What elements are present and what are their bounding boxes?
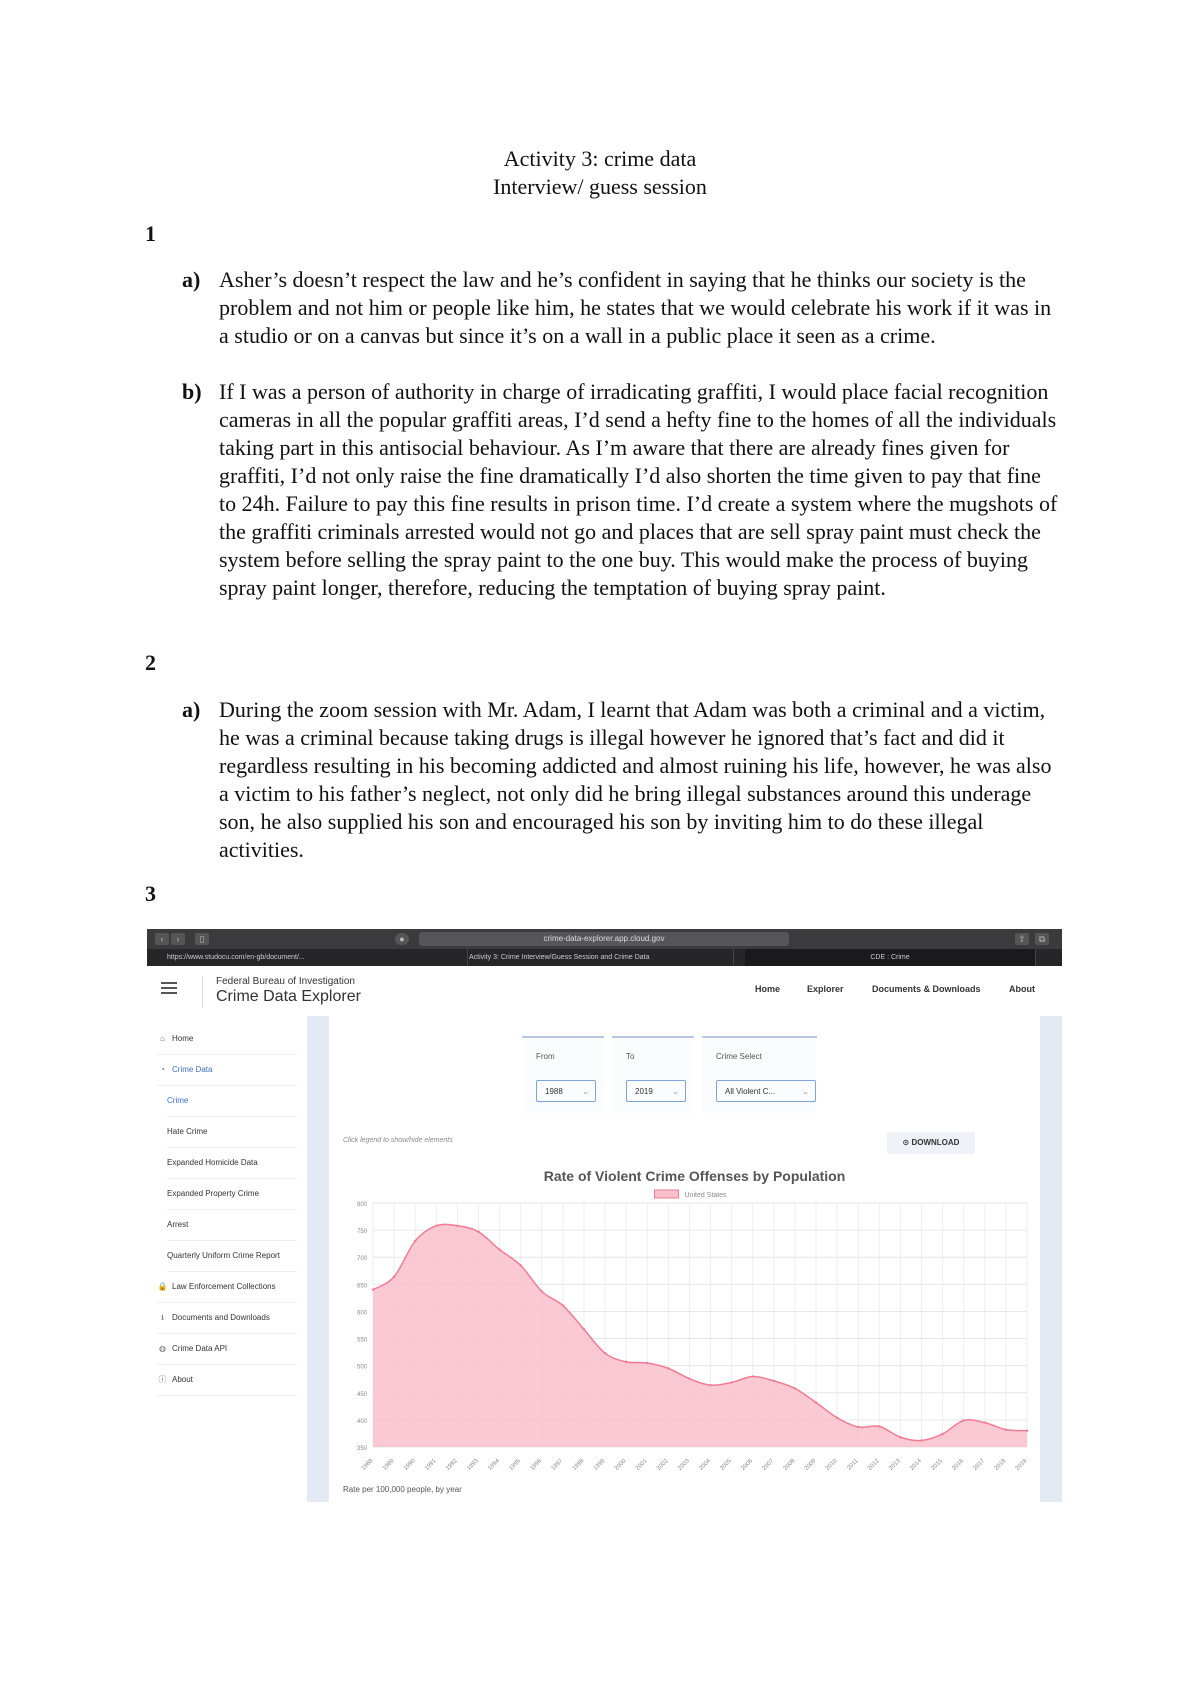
x-tick-label: 2008 (782, 1458, 797, 1472)
nav-home[interactable]: Home (755, 984, 781, 994)
section-number: 2 (145, 650, 156, 675)
data-point (435, 1225, 437, 1227)
sidebar-toggle-icon[interactable]: ▯ (195, 933, 209, 945)
y-tick-label: 600 (356, 1310, 367, 1317)
browser-tab-active[interactable]: CDE : Crime (745, 949, 1036, 966)
sidebar-item[interactable] (157, 1334, 297, 1365)
sidebar-item-label: Crime Data API (172, 1344, 228, 1353)
data-point (1026, 1430, 1028, 1432)
sidebar-item-label: Hate Crime (167, 1127, 208, 1136)
x-tick-label: 1988 (360, 1458, 375, 1472)
legend-label: United States (684, 1192, 727, 1199)
list-item (182, 266, 1062, 350)
sidebar-item[interactable] (167, 1086, 297, 1117)
x-tick-label: 1996 (529, 1458, 544, 1472)
sidebar-item-label: Crime Data (172, 1065, 213, 1074)
data-point (941, 1433, 943, 1435)
sidebar-item-label: About (172, 1375, 193, 1384)
item-text: During the zoom session with Mr. Adam, I learnt that Adam was both a criminal and a victim, he was a criminal because taking drugs is illegal however he ignored that’s fact and did it regardless resulting in his becoming addicted and almost ruining his life, however, he was also a victim to his father’s neglect, not only did he bring illegal substances around this underage son, he also supplied his son and encouraged his son by inviting him to do these illegal activities. (219, 697, 1052, 862)
data-point (372, 1289, 374, 1291)
data-point (667, 1367, 669, 1369)
data-point (878, 1425, 880, 1427)
sidebar-item-label: Expanded Property Crime (167, 1189, 260, 1198)
x-tick-label: 2012 (867, 1458, 881, 1472)
x-tick-label: 2000 (613, 1458, 628, 1472)
from-select[interactable]: 1988 ⌄ (536, 1080, 596, 1102)
x-tick-label: 1994 (487, 1458, 501, 1472)
data-point (773, 1380, 775, 1382)
x-tick-label: 2015 (930, 1458, 945, 1472)
x-tick-label: 2003 (677, 1458, 691, 1472)
data-point (625, 1361, 627, 1363)
x-tick-label: 2001 (634, 1458, 649, 1472)
to-label: To (626, 1052, 635, 1061)
sidebar-item-label: Arrest (167, 1220, 189, 1229)
x-tick-label: 1998 (571, 1458, 586, 1472)
x-tick-label: 1989 (381, 1458, 396, 1472)
x-tick-label: 1990 (402, 1458, 417, 1472)
x-tick-label: 1995 (508, 1458, 523, 1472)
y-tick-label: 500 (356, 1364, 367, 1371)
divider (202, 976, 203, 1008)
forward-button[interactable]: › (171, 933, 185, 945)
x-tick-label: 1999 (592, 1458, 607, 1472)
x-tick-label: 2004 (698, 1458, 712, 1472)
sidebar-item[interactable] (157, 1303, 297, 1334)
sidebar-item[interactable] (157, 1365, 297, 1396)
x-tick-label: 1997 (550, 1458, 565, 1472)
y-tick-label: 650 (356, 1283, 367, 1290)
series-area-united-states (373, 1224, 1027, 1447)
nav-about[interactable]: About (1009, 984, 1035, 994)
legend-swatch (655, 1190, 679, 1198)
data-point (498, 1248, 500, 1250)
sidebar-item[interactable] (167, 1179, 297, 1210)
data-point (562, 1304, 564, 1306)
page-gutter (1040, 1016, 1062, 1502)
tab-bar (147, 949, 1062, 966)
x-tick-label: 2013 (888, 1458, 902, 1472)
y-tick-label: 350 (356, 1446, 367, 1452)
data-point (752, 1375, 754, 1377)
data-point (393, 1276, 395, 1278)
data-point (541, 1290, 543, 1292)
download-icon: ⭳ (161, 1313, 164, 1322)
to-select[interactable]: 2019 ⌄ (626, 1080, 686, 1102)
x-tick-label: 2010 (824, 1458, 839, 1472)
download-button[interactable]: ⊙ DOWNLOAD (887, 1132, 975, 1154)
violent-crime-chart (329, 1161, 1040, 1502)
from-filter (522, 1036, 604, 1113)
data-point (794, 1387, 796, 1389)
section-number: 3 (145, 881, 156, 906)
crime-filter (702, 1036, 817, 1113)
sidebar-item[interactable] (167, 1210, 297, 1241)
data-point (456, 1225, 458, 1227)
y-tick-label: 400 (356, 1418, 367, 1425)
data-point (1005, 1428, 1007, 1430)
menu-icon[interactable] (161, 982, 177, 996)
data-point (583, 1328, 585, 1330)
x-tick-label: 2011 (846, 1458, 860, 1472)
legend-hint: Click legend to show/hide elements (343, 1137, 453, 1144)
to-filter (612, 1036, 694, 1113)
crime-label: Crime Select (716, 1052, 762, 1061)
nav-documents[interactable]: Documents & Downloads (872, 984, 981, 994)
chevron-down-icon: ⌄ (582, 1087, 589, 1096)
sidebar-item[interactable] (167, 1241, 297, 1272)
x-tick-label: 2005 (719, 1458, 734, 1472)
item-label: a) (182, 697, 201, 722)
data-point (519, 1264, 521, 1266)
sidebar (147, 1016, 307, 1502)
chevron-down-icon: ⌄ (672, 1087, 679, 1096)
x-tick-label: 2019 (1014, 1458, 1029, 1472)
item-label: a) (182, 267, 201, 292)
home-icon: ⌂ (160, 1034, 165, 1043)
chart-title: Rate of Violent Crime Offenses by Population (543, 1168, 846, 1184)
section-number: 1 (145, 221, 156, 246)
info-icon: ⓘ (158, 1375, 167, 1384)
site-title[interactable]: Crime Data Explorer (216, 988, 361, 1005)
tabs-icon[interactable]: ⧉ (1035, 933, 1049, 945)
sidebar-item-label: Documents and Downloads (172, 1313, 270, 1322)
x-tick-label: 2016 (951, 1458, 966, 1472)
sidebar-item[interactable] (157, 1272, 297, 1303)
main-content (329, 1016, 1040, 1502)
data-point (414, 1240, 416, 1242)
x-tick-label: 1993 (466, 1458, 480, 1472)
x-tick-label: 2002 (656, 1458, 670, 1472)
data-point (963, 1419, 965, 1421)
item-label: b) (182, 379, 202, 404)
list-item (182, 378, 1062, 602)
x-tick-label: 1992 (445, 1458, 459, 1472)
y-tick-label: 450 (356, 1391, 367, 1398)
page-gutter (307, 1016, 329, 1502)
data-point (688, 1377, 690, 1379)
crime-data-explorer-screenshot (147, 929, 1062, 1502)
data-point (709, 1384, 711, 1386)
globe-icon: ◍ (159, 1344, 166, 1353)
sidebar-item[interactable] (167, 1148, 297, 1179)
list-item (182, 696, 1062, 864)
site-header (147, 966, 1062, 1017)
sidebar-item-label: Home (172, 1034, 194, 1043)
back-button[interactable]: ‹ (155, 933, 169, 945)
x-tick-label: 2017 (972, 1458, 987, 1472)
sidebar-item-label: Quarterly Uniform Crime Report (167, 1251, 280, 1260)
document-subtitle: Interview/ guess session (493, 174, 707, 199)
data-point (604, 1352, 606, 1354)
y-tick-label: 700 (356, 1256, 367, 1263)
data-point (920, 1439, 922, 1441)
item-text: If I was a person of authority in charge of irradicating graffiti, I would place facial recognition cameras in all the popular graffiti areas, I’d send a hefty fine to the homes of all the individuals taking part in this antisocial behaviour. As I’m aware that there are already fines given for graffiti, I’d not only raise the fine dramatically I’d also shorten the time given to pay that fine to 24h. Failure to pay this fine results in prison time. I’d create a system where the mugshots of the graffiti criminals arrested would not go and places that are sell spray paint must check the system before selling the spray paint to the one buy. This would make the process of buying spray paint longer, therefore, reducing the temptation of buying spray paint. (219, 379, 1058, 600)
sidebar-item[interactable] (157, 1024, 297, 1055)
download-icon: ⊙ (902, 1138, 912, 1147)
x-tick-label: 2018 (993, 1458, 1008, 1472)
url-field[interactable]: crime-data-explorer.app.cloud.gov (419, 932, 789, 946)
data-point (984, 1421, 986, 1423)
browser-tab[interactable]: Activity 3: Crime Interview/Guess Session and Crime Data (463, 949, 734, 966)
data-point (815, 1401, 817, 1403)
x-tick-label: 2007 (761, 1458, 776, 1472)
org-name: Federal Bureau of Investigation (216, 976, 355, 987)
sidebar-item-label: Crime (167, 1096, 189, 1105)
chevron-down-icon: ⌄ (802, 1087, 809, 1096)
x-tick-label: 2006 (740, 1458, 755, 1472)
document-title: Activity 3: crime data (503, 146, 697, 171)
sidebar-item[interactable] (157, 1055, 297, 1086)
pie-chart-icon: ◔ (160, 1065, 165, 1074)
crime-select[interactable]: All Violent C... ⌄ (716, 1080, 816, 1102)
share-icon[interactable]: ⇪ (1015, 933, 1029, 945)
sidebar-item-label: Expanded Homicide Data (167, 1158, 258, 1167)
data-point (730, 1381, 732, 1383)
y-tick-label: 550 (356, 1337, 367, 1344)
browser-tab[interactable]: https://www.studocu.com/en-gb/document/... (161, 949, 468, 966)
item-text: Asher’s doesn’t respect the law and he’s confident in saying that he thinks our society is the problem and not him or people like him, he states that we would celebrate his work if it was in a studio or on a canvas but since it’s on a wall in a public place it seen as a crime. (219, 267, 1052, 348)
data-point (477, 1231, 479, 1233)
data-point (857, 1426, 859, 1428)
x-axis-label: Rate per 100,000 people, by year (343, 1485, 462, 1494)
shield-icon[interactable]: ● (395, 933, 409, 945)
from-label: From (536, 1052, 555, 1061)
x-tick-label: 1991 (424, 1458, 438, 1472)
data-point (836, 1417, 838, 1419)
browser-toolbar (147, 929, 1062, 949)
y-tick-label: 800 (356, 1202, 367, 1208)
nav-explorer[interactable]: Explorer (807, 984, 844, 994)
x-tick-label: 2009 (803, 1458, 818, 1472)
y-tick-label: 750 (356, 1229, 367, 1236)
x-tick-label: 2014 (909, 1458, 923, 1472)
data-point (646, 1362, 648, 1364)
sidebar-item[interactable] (167, 1117, 297, 1148)
data-point (899, 1436, 901, 1438)
lock-icon: 🔒 (157, 1282, 168, 1291)
sidebar-item-label: Law Enforcement Collections (172, 1282, 276, 1291)
